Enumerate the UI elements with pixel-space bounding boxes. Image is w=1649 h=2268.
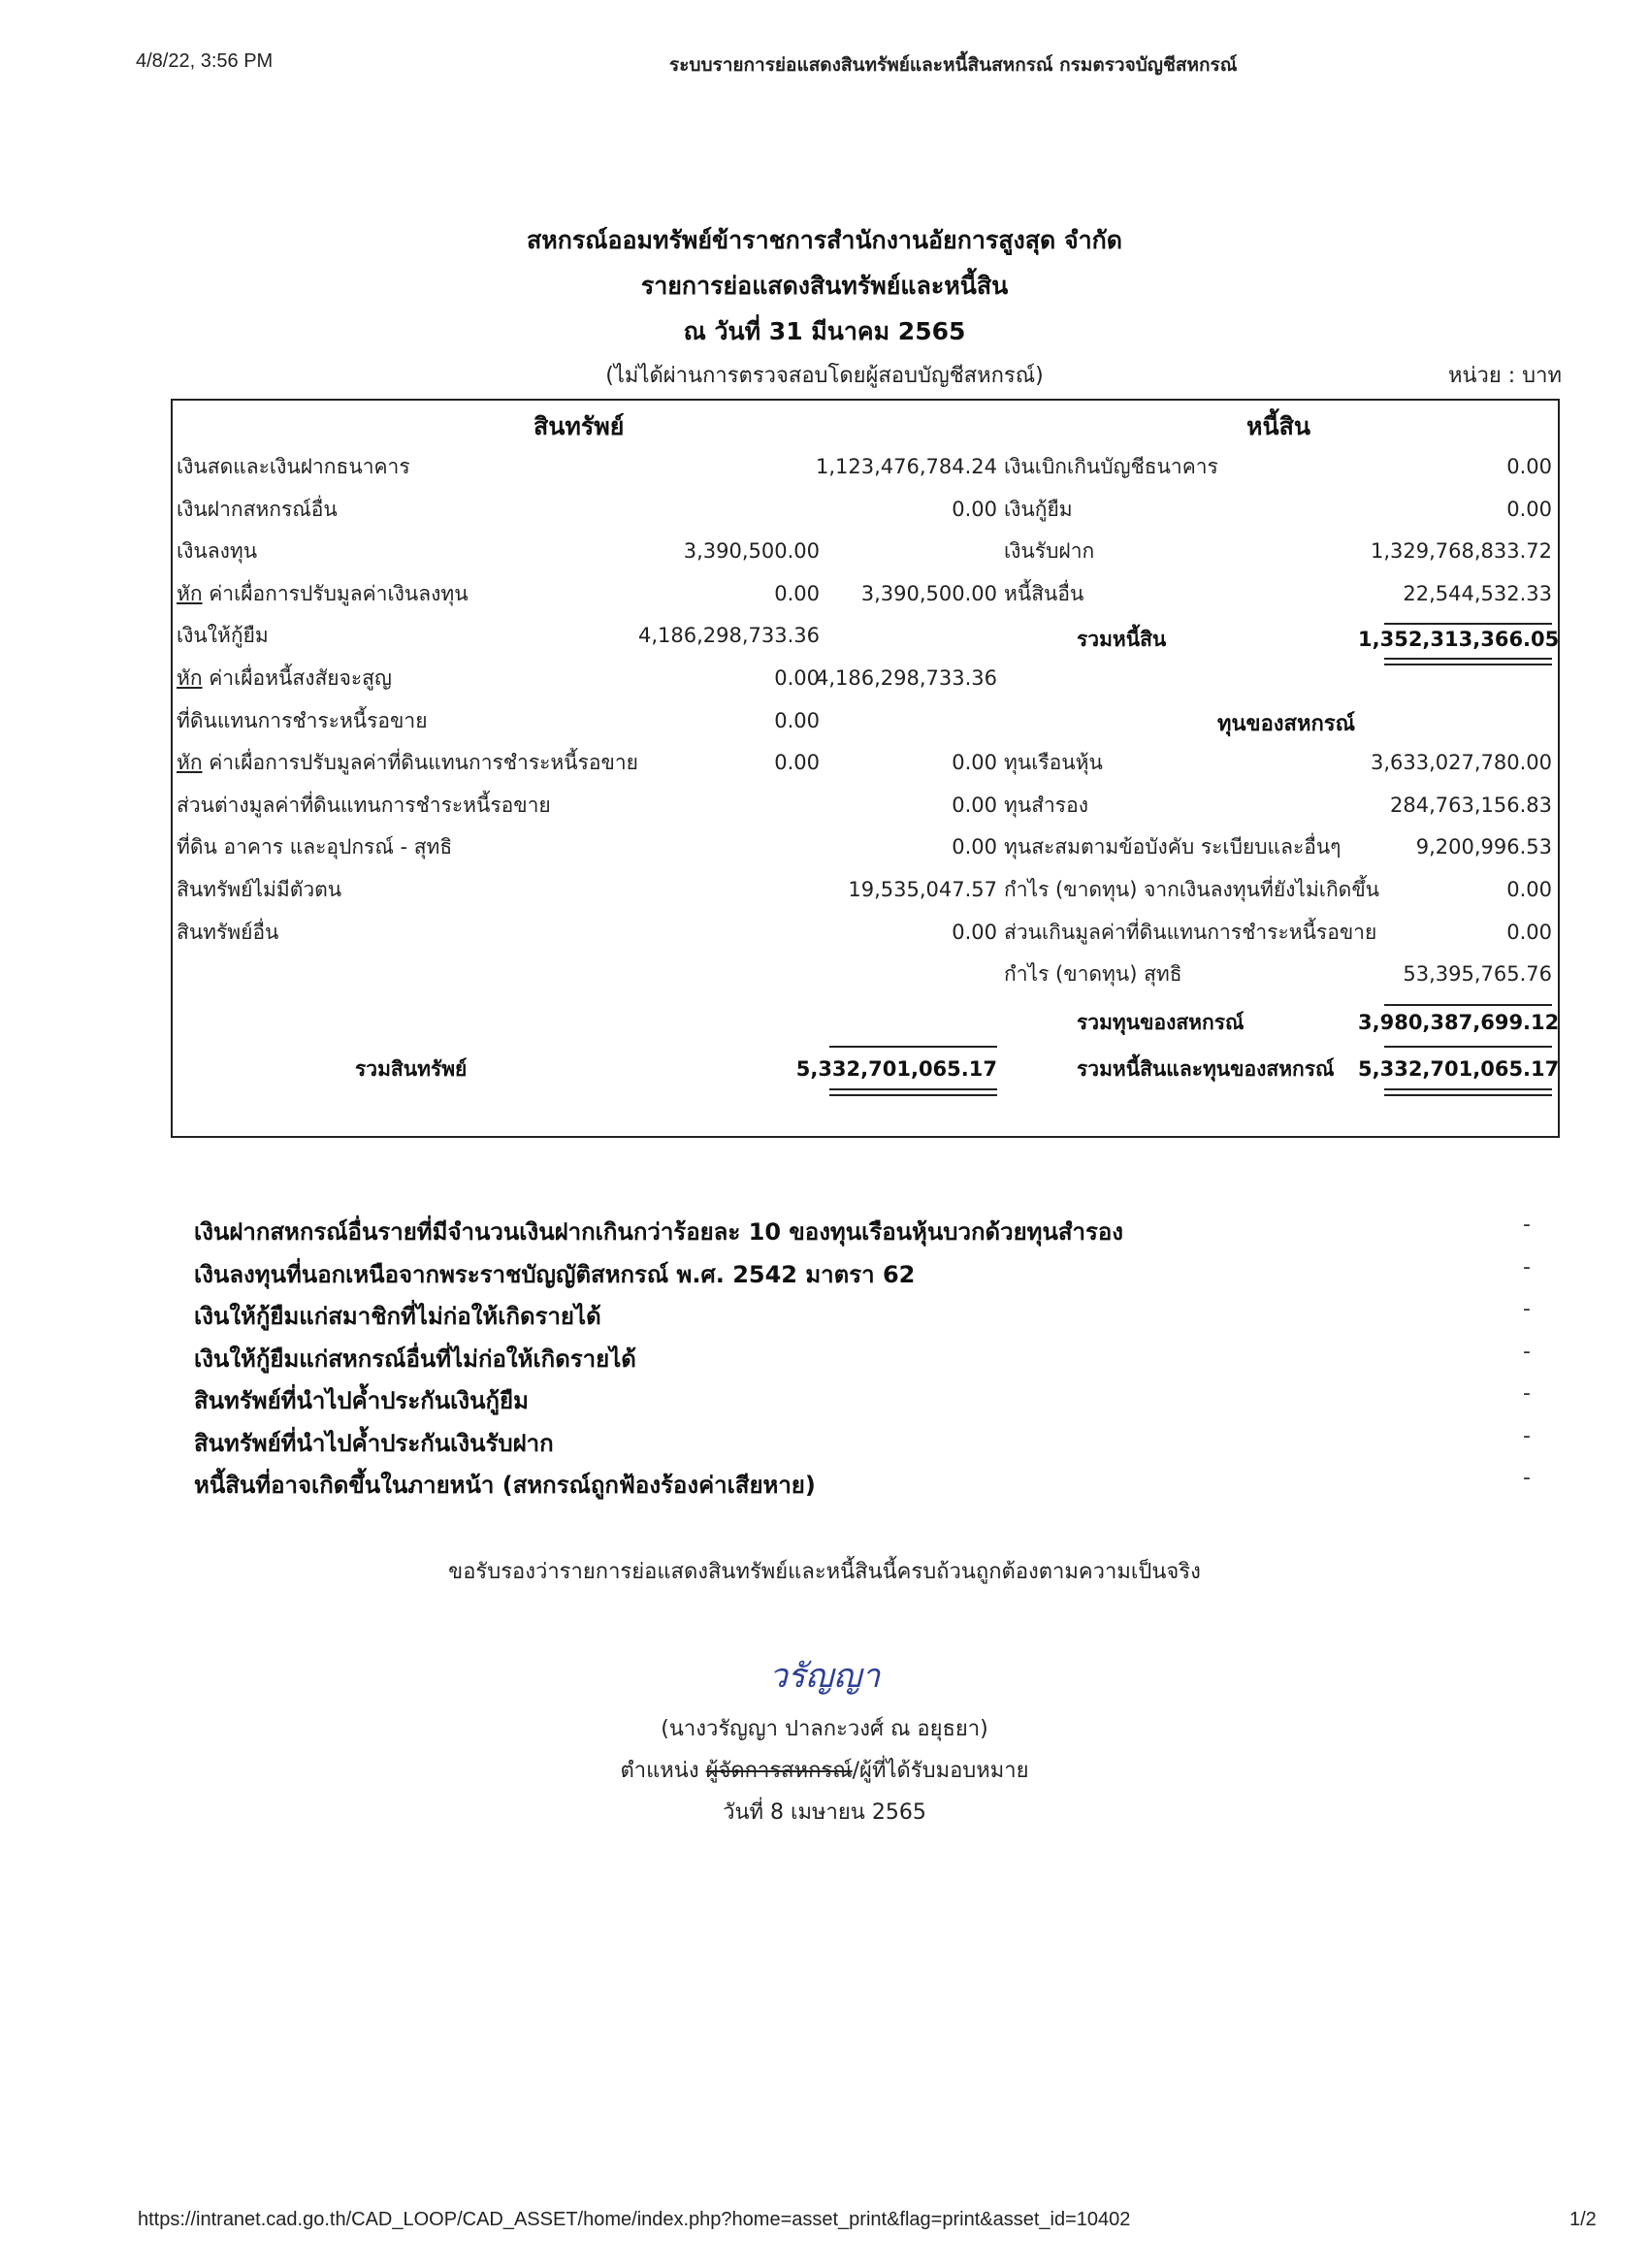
equity-row-label: ทุนเรือนหุ้น: [1004, 751, 1103, 774]
asset-label-text: ส่วนต่างมูลค่าที่ดินแทนการชำระหนี้รอขาย: [177, 794, 551, 817]
report-title: รายการย่อแสดงสินทรัพย์และหนี้สิน: [640, 272, 1009, 300]
signature-image: วรัญญา: [768, 1657, 881, 1696]
liability-row-label: เงินเบิกเกินบัญชีธนาคาร: [1004, 455, 1218, 478]
equity-row-value: 9,200,996.53: [1415, 835, 1552, 859]
asset-label-text: ค่าเผื่อการปรับมูลค่าที่ดินแทนการชำระหนี้รอขาย: [202, 751, 638, 774]
asset-row-label: [177, 707, 428, 734]
asset-row-col2: 3,390,500.00: [860, 582, 997, 605]
asset-row-col1: 0.00: [774, 582, 820, 605]
equity-total-label: รวมทุนของสหกรณ์: [1077, 1011, 1245, 1034]
asset-row-label: [177, 580, 469, 607]
note-value: -: [1523, 1297, 1531, 1321]
equity-total-value: 3,980,387,699.12: [1358, 1011, 1560, 1034]
org-name: สหกรณ์ออมทรัพย์ข้าราชการสำนักงานอัยการสูงสุด จำกัด: [526, 226, 1123, 254]
note-label: สินทรัพย์ที่นำไปค้ำประกันเงินรับฝาก: [194, 1430, 554, 1457]
deduct-prefix: หัก: [177, 582, 203, 605]
assets-total-value: 5,332,701,065.17: [795, 1057, 997, 1081]
asset-label-text: สินทรัพย์อื่น: [177, 921, 279, 944]
print-datetime: 4/8/22, 3:56 PM: [136, 50, 274, 72]
liabilities-total-double-rule: [1384, 658, 1552, 665]
unit-label: หน่วย : บาท: [1447, 364, 1562, 388]
asset-row-label: [177, 792, 551, 819]
asset-row-label: [177, 919, 278, 946]
asset-label-text: เงินลงทุน: [177, 539, 258, 563]
equity-row-label: ทุนสะสมตามข้อบังคับ ระเบียบและอื่นๆ: [1004, 835, 1342, 859]
asset-row-label: [177, 664, 392, 692]
asset-row-col1: 3,390,500.00: [683, 539, 820, 563]
position-rest: /ผู้ที่ได้รับมอบหมาย: [852, 1759, 1029, 1783]
position-struck: ผู้จัดการสหกรณ์: [705, 1759, 853, 1783]
note-label: เงินให้กู้ยืมแก่สมาชิกที่ไม่ก่อให้เกิดรายได้: [194, 1303, 601, 1330]
equity-row-label: ส่วนเกินมูลค่าที่ดินแทนการชำระหนี้รอขาย: [1004, 921, 1377, 944]
audit-note: (ไม่ได้ผ่านการตรวจสอบโดยผู้สอบบัญชีสหกรณ์): [605, 364, 1044, 388]
equity-row-label: กำไร (ขาดทุน) จากเงินลงทุนที่ยังไม่เกิดขึ้น: [1004, 878, 1380, 901]
asset-row-col1: 0.00: [774, 751, 820, 774]
note-value: -: [1523, 1424, 1531, 1448]
note-label: หนี้สินที่อาจเกิดขึ้นในภายหน้า (สหกรณ์ถูกฟ้องร้องค่าเสียหาย): [194, 1472, 816, 1499]
asset-row-col2: 4,186,298,733.36: [815, 666, 997, 690]
asset-row-col1: 4,186,298,733.36: [637, 624, 820, 647]
liabilities-total-label: รวมหนี้สิน: [1077, 628, 1167, 651]
liabilities-heading: หนี้สิน: [1246, 412, 1310, 440]
asset-row-col2: 0.00: [952, 751, 997, 774]
signer-name: (นางวรัญญา ปาลกะวงศ์ ณ อยุธยา): [661, 1717, 988, 1741]
asset-row-col2: 0.00: [952, 921, 997, 944]
equity-row-label: ทุนสำรอง: [1004, 794, 1088, 817]
asset-label-text: ค่าเผื่อการปรับมูลค่าเงินลงทุน: [202, 582, 469, 605]
deduct-prefix: หัก: [177, 751, 203, 774]
note-value: -: [1523, 1466, 1531, 1490]
assets-total-double-rule: [829, 1088, 997, 1096]
grand-total-label: รวมหนี้สินและทุนของสหกรณ์: [1077, 1057, 1335, 1081]
asset-row-label: [177, 749, 638, 776]
note-label: เงินลงทุนที่นอกเหนือจากพระราชบัญญัติสหกรณ์ พ.ศ. 2542 มาตรา 62: [194, 1261, 916, 1288]
liability-row-value: 0.00: [1506, 455, 1552, 478]
asset-row-label: [177, 537, 257, 565]
asset-row-label: [177, 876, 341, 903]
asset-label-text: เงินให้กู้ยืม: [177, 624, 269, 647]
equity-heading: ทุนของสหกรณ์: [1217, 712, 1356, 736]
note-label: เงินฝากสหกรณ์อื่นรายที่มีจำนวนเงินฝากเกินกว่าร้อยละ 10 ของทุนเรือนหุ้นบวกด้วยทุนสำรอง: [194, 1218, 1124, 1246]
liability-row-label: เงินกู้ยืม: [1004, 498, 1073, 521]
note-value: -: [1523, 1340, 1531, 1364]
equity-row-label: กำไร (ขาดทุน) สุทธิ: [1004, 962, 1182, 986]
note-label: เงินให้กู้ยืมแก่สหกรณ์อื่นที่ไม่ก่อให้เกิดรายได้: [194, 1345, 636, 1373]
liability-row-label: หนี้สินอื่น: [1004, 582, 1084, 605]
asset-label-text: เงินฝากสหกรณ์อื่น: [177, 498, 338, 521]
asset-row-col1: 0.00: [774, 666, 820, 690]
assets-total-rule: [829, 1046, 997, 1048]
asset-row-label: [177, 622, 269, 649]
asset-row-col2: 0.00: [952, 794, 997, 817]
asset-row-label: [177, 496, 338, 523]
liabilities-total-rule: [1384, 623, 1552, 625]
note-label: สินทรัพย์ที่นำไปค้ำประกันเงินกู้ยืม: [194, 1387, 529, 1414]
asset-row-col2: 0.00: [952, 498, 997, 521]
liability-row-label: เงินรับฝาก: [1004, 539, 1095, 563]
grand-total-double-rule: [1384, 1088, 1552, 1096]
liabilities-total-value: 1,352,313,366.05: [1358, 628, 1560, 651]
equity-row-value: 0.00: [1506, 878, 1552, 901]
asset-row-col2: 1,123,476,784.24: [815, 455, 997, 478]
print-page-number: 1/2: [1569, 2209, 1597, 2230]
equity-row-value: 0.00: [1506, 921, 1552, 944]
certification-statement: ขอรับรองว่ารายการย่อแสดงสินทรัพย์และหนี้สินนี้ครบถ้วนถูกต้องตามความเป็นจริง: [448, 1560, 1201, 1584]
asset-label-text: ที่ดิน อาคาร และอุปกรณ์ - สุทธิ: [177, 835, 453, 859]
equity-row-value: 53,395,765.76: [1403, 962, 1552, 986]
grand-total-rule: [1384, 1046, 1552, 1048]
report-date: ณ วันที่ 31 มีนาคม 2565: [683, 317, 966, 345]
asset-label-text: สินทรัพย์ไม่มีตัวตน: [177, 878, 342, 901]
print-url: https://intranet.cad.go.th/CAD_LOOP/CAD_ASSET/home/index.php?home=asset_print&flag=print&asset_id=10402: [138, 2209, 1131, 2230]
position-prefix: ตำแหน่ง: [620, 1759, 706, 1783]
deduct-prefix: หัก: [177, 666, 203, 690]
liability-row-value: 22,544,532.33: [1403, 582, 1552, 605]
grand-total-value: 5,332,701,065.17: [1358, 1057, 1560, 1081]
asset-row-col2: 19,535,047.57: [848, 878, 997, 901]
system-title: ระบบรายการย่อแสดงสินทรัพย์และหนี้สินสหกรณ์ กรมตรวจบัญชีสหกรณ์: [669, 54, 1238, 76]
equity-row-value: 284,763,156.83: [1390, 794, 1552, 817]
asset-row-col1: 0.00: [774, 709, 820, 732]
equity-row-value: 3,633,027,780.00: [1370, 751, 1552, 774]
asset-label-text: ค่าเผื่อหนี้สงสัยจะสูญ: [202, 666, 392, 690]
note-value: -: [1523, 1213, 1531, 1237]
note-value: -: [1523, 1381, 1531, 1406]
asset-row-label: [177, 453, 410, 480]
liability-row-value: 1,329,768,833.72: [1370, 539, 1552, 563]
asset-label-text: เงินสดและเงินฝากธนาคาร: [177, 455, 410, 478]
asset-row-col2: 0.00: [952, 835, 997, 859]
liability-row-value: 0.00: [1506, 498, 1552, 521]
asset-row-label: [177, 833, 452, 860]
certification-date: วันที่ 8 เมษายน 2565: [723, 1800, 926, 1825]
signer-position: [0, 1753, 1649, 1787]
equity-total-rule: [1384, 1004, 1552, 1006]
asset-label-text: ที่ดินแทนการชำระหนี้รอขาย: [177, 709, 428, 732]
note-value: -: [1523, 1255, 1531, 1280]
assets-heading: สินทรัพย์: [534, 412, 625, 440]
assets-total-label: รวมสินทรัพย์: [355, 1057, 468, 1081]
